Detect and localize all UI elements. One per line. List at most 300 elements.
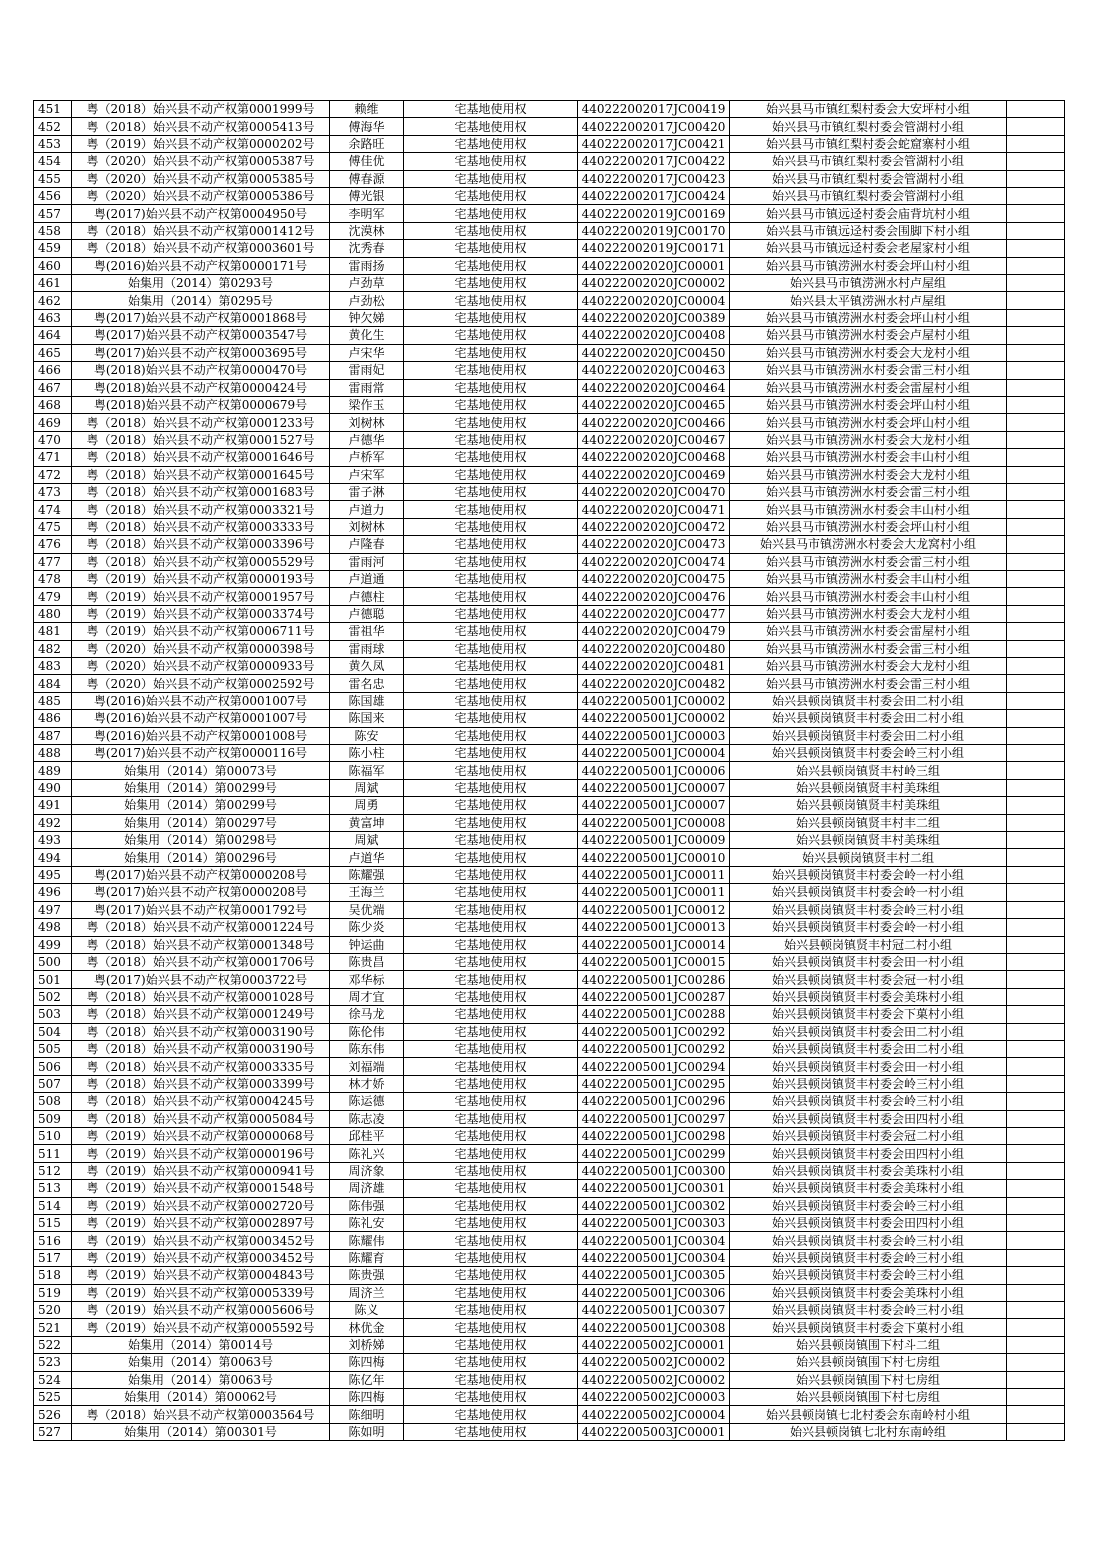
remark-cell bbox=[1007, 901, 1065, 918]
row-number-cell: 509 bbox=[34, 1110, 72, 1127]
right-type-cell: 宅基地使用权 bbox=[404, 362, 578, 379]
certificate-number-cell: 粤（2018）始兴县不动产权第0001999号 bbox=[72, 101, 330, 118]
owner-name-cell: 卢德柱 bbox=[330, 588, 404, 605]
owner-name-cell: 钟运曲 bbox=[330, 936, 404, 953]
location-cell: 始兴县马市镇涝洲水村委会大龙村小组 bbox=[730, 658, 1007, 675]
location-cell: 始兴县马市镇涝洲水村委会坪山村小组 bbox=[730, 396, 1007, 413]
certificate-number-cell: 粤（2018）始兴县不动产权第0001028号 bbox=[72, 988, 330, 1005]
unit-code-cell: 440222002020JC00002 bbox=[578, 275, 730, 292]
location-cell: 始兴县顿岗镇七北村委会东南岭村小组 bbox=[730, 1406, 1007, 1423]
table-row bbox=[34, 570, 1065, 587]
row-number-cell: 463 bbox=[34, 309, 72, 326]
row-number-cell: 469 bbox=[34, 414, 72, 431]
certificate-number-cell: 粤（2019）始兴县不动产权第0006711号 bbox=[72, 623, 330, 640]
location-cell: 始兴县顿岗镇贤丰村委会岭三村小组 bbox=[730, 1232, 1007, 1249]
table-row bbox=[34, 605, 1065, 622]
owner-name-cell: 吴优端 bbox=[330, 901, 404, 918]
owner-name-cell: 傅佳优 bbox=[330, 153, 404, 170]
right-type-cell: 宅基地使用权 bbox=[404, 1354, 578, 1371]
table-row bbox=[34, 309, 1065, 326]
certificate-number-cell: 粤（2018）始兴县不动产权第0001683号 bbox=[72, 483, 330, 500]
owner-name-cell: 周济象 bbox=[330, 1162, 404, 1179]
right-type-cell: 宅基地使用权 bbox=[404, 1232, 578, 1249]
location-cell: 始兴县顿岗镇贤丰村委会田一村小组 bbox=[730, 1058, 1007, 1075]
remark-cell bbox=[1007, 1302, 1065, 1319]
table-row bbox=[34, 814, 1065, 831]
remark-cell bbox=[1007, 884, 1065, 901]
certificate-number-cell: 粤（2019）始兴县不动产权第0000068号 bbox=[72, 1127, 330, 1144]
row-number-cell: 456 bbox=[34, 188, 72, 205]
unit-code-cell: 440222005001JC00292 bbox=[578, 1040, 730, 1057]
table-row bbox=[34, 1093, 1065, 1110]
owner-name-cell: 雷祖华 bbox=[330, 623, 404, 640]
table-row bbox=[34, 396, 1065, 413]
certificate-number-cell: 粤（2018）始兴县不动产权第0003190号 bbox=[72, 1023, 330, 1040]
owner-name-cell: 雷雨河 bbox=[330, 553, 404, 570]
certificate-number-cell: 粤(2016)始兴县不动产权第0001007号 bbox=[72, 710, 330, 727]
unit-code-cell: 440222005001JC00004 bbox=[578, 745, 730, 762]
table-row bbox=[34, 1406, 1065, 1423]
right-type-cell: 宅基地使用权 bbox=[404, 396, 578, 413]
table-row bbox=[34, 135, 1065, 152]
owner-name-cell: 陈四梅 bbox=[330, 1389, 404, 1406]
certificate-number-cell: 粤（2019）始兴县不动产权第0005339号 bbox=[72, 1284, 330, 1301]
row-number-cell: 523 bbox=[34, 1354, 72, 1371]
unit-code-cell: 440222005001JC00304 bbox=[578, 1249, 730, 1266]
certificate-number-cell: 粤（2018）始兴县不动产权第0003335号 bbox=[72, 1058, 330, 1075]
location-cell: 始兴县马市镇涝洲水村委会丰山村小组 bbox=[730, 588, 1007, 605]
unit-code-cell: 440222002017JC00424 bbox=[578, 188, 730, 205]
remark-cell bbox=[1007, 727, 1065, 744]
table-row bbox=[34, 832, 1065, 849]
table-row bbox=[34, 153, 1065, 170]
row-number-cell: 474 bbox=[34, 501, 72, 518]
unit-code-cell: 440222005001JC00011 bbox=[578, 884, 730, 901]
row-number-cell: 517 bbox=[34, 1249, 72, 1266]
unit-code-cell: 440222002020JC00450 bbox=[578, 344, 730, 361]
row-number-cell: 501 bbox=[34, 971, 72, 988]
certificate-number-cell: 粤（2019）始兴县不动产权第0001957号 bbox=[72, 588, 330, 605]
location-cell: 始兴县马市镇涝洲水村委会坪山村小组 bbox=[730, 414, 1007, 431]
row-number-cell: 510 bbox=[34, 1127, 72, 1144]
remark-cell bbox=[1007, 745, 1065, 762]
table-row bbox=[34, 901, 1065, 918]
row-number-cell: 526 bbox=[34, 1406, 72, 1423]
certificate-number-cell: 粤（2020）始兴县不动产权第0005387号 bbox=[72, 153, 330, 170]
location-cell: 始兴县顿岗镇贤丰村委会田四村小组 bbox=[730, 1145, 1007, 1162]
certificate-number-cell: 始集用（2014）第0293号 bbox=[72, 275, 330, 292]
location-cell: 始兴县马市镇涝洲水村委会丰山村小组 bbox=[730, 570, 1007, 587]
remark-cell bbox=[1007, 170, 1065, 187]
row-number-cell: 458 bbox=[34, 222, 72, 239]
unit-code-cell: 440222005002JC00002 bbox=[578, 1354, 730, 1371]
right-type-cell: 宅基地使用权 bbox=[404, 101, 578, 118]
right-type-cell: 宅基地使用权 bbox=[404, 953, 578, 970]
remark-cell bbox=[1007, 710, 1065, 727]
table-row bbox=[34, 797, 1065, 814]
right-type-cell: 宅基地使用权 bbox=[404, 327, 578, 344]
owner-name-cell: 陈东伟 bbox=[330, 1040, 404, 1057]
unit-code-cell: 440222002020JC00475 bbox=[578, 570, 730, 587]
unit-code-cell: 440222005001JC00287 bbox=[578, 988, 730, 1005]
table-row bbox=[34, 745, 1065, 762]
certificate-number-cell: 粤（2018）始兴县不动产权第0001233号 bbox=[72, 414, 330, 431]
certificate-number-cell: 粤（2018）始兴县不动产权第0001646号 bbox=[72, 449, 330, 466]
location-cell: 始兴县马市镇涝洲水村委会大龙村小组 bbox=[730, 605, 1007, 622]
homestead-right-table bbox=[33, 100, 1065, 1441]
table-row bbox=[34, 588, 1065, 605]
certificate-number-cell: 粤（2019）始兴县不动产权第0000941号 bbox=[72, 1162, 330, 1179]
unit-code-cell: 440222005001JC00009 bbox=[578, 832, 730, 849]
certificate-number-cell: 始集用（2014）第00299号 bbox=[72, 797, 330, 814]
owner-name-cell: 赖维 bbox=[330, 101, 404, 118]
table-row bbox=[34, 170, 1065, 187]
remark-cell bbox=[1007, 832, 1065, 849]
location-cell: 始兴县马市镇涝洲水村委会大龙村小组 bbox=[730, 344, 1007, 361]
certificate-number-cell: 粤(2017)始兴县不动产权第0003722号 bbox=[72, 971, 330, 988]
right-type-cell: 宅基地使用权 bbox=[404, 779, 578, 796]
location-cell: 始兴县顿岗镇贤丰村委会岭一村小组 bbox=[730, 919, 1007, 936]
remark-cell bbox=[1007, 1284, 1065, 1301]
owner-name-cell: 陈福军 bbox=[330, 762, 404, 779]
row-number-cell: 488 bbox=[34, 745, 72, 762]
right-type-cell: 宅基地使用权 bbox=[404, 1006, 578, 1023]
location-cell: 始兴县马市镇远迳村委会老屋家村小组 bbox=[730, 240, 1007, 257]
table-row bbox=[34, 1127, 1065, 1144]
remark-cell bbox=[1007, 344, 1065, 361]
unit-code-cell: 440222005001JC00011 bbox=[578, 866, 730, 883]
row-number-cell: 516 bbox=[34, 1232, 72, 1249]
right-type-cell: 宅基地使用权 bbox=[404, 118, 578, 135]
unit-code-cell: 440222005001JC00296 bbox=[578, 1093, 730, 1110]
remark-cell bbox=[1007, 536, 1065, 553]
table-row bbox=[34, 779, 1065, 796]
owner-name-cell: 雷雨球 bbox=[330, 640, 404, 657]
remark-cell bbox=[1007, 1145, 1065, 1162]
location-cell: 始兴县顿岗镇贤丰村委会田二村小组 bbox=[730, 692, 1007, 709]
right-type-cell: 宅基地使用权 bbox=[404, 553, 578, 570]
row-number-cell: 462 bbox=[34, 292, 72, 309]
unit-code-cell: 440222005001JC00297 bbox=[578, 1110, 730, 1127]
owner-name-cell: 刘福端 bbox=[330, 1058, 404, 1075]
right-type-cell: 宅基地使用权 bbox=[404, 675, 578, 692]
remark-cell bbox=[1007, 623, 1065, 640]
remark-cell bbox=[1007, 692, 1065, 709]
row-number-cell: 494 bbox=[34, 849, 72, 866]
unit-code-cell: 440222005002JC00002 bbox=[578, 1371, 730, 1388]
right-type-cell: 宅基地使用权 bbox=[404, 1267, 578, 1284]
right-type-cell: 宅基地使用权 bbox=[404, 275, 578, 292]
row-number-cell: 480 bbox=[34, 605, 72, 622]
owner-name-cell: 傅春源 bbox=[330, 170, 404, 187]
table-row bbox=[34, 658, 1065, 675]
certificate-number-cell: 粤（2018）始兴县不动产权第0001645号 bbox=[72, 466, 330, 483]
remark-cell bbox=[1007, 362, 1065, 379]
table-row bbox=[34, 118, 1065, 135]
owner-name-cell: 陈贵昌 bbox=[330, 953, 404, 970]
row-number-cell: 519 bbox=[34, 1284, 72, 1301]
table-row bbox=[34, 483, 1065, 500]
right-type-cell: 宅基地使用权 bbox=[404, 1145, 578, 1162]
certificate-number-cell: 粤（2018）始兴县不动产权第0003564号 bbox=[72, 1406, 330, 1423]
remark-cell bbox=[1007, 866, 1065, 883]
certificate-number-cell: 粤（2018）始兴县不动产权第0005529号 bbox=[72, 553, 330, 570]
row-number-cell: 460 bbox=[34, 257, 72, 274]
table-row bbox=[34, 1319, 1065, 1336]
certificate-number-cell: 粤（2018）始兴县不动产权第0001412号 bbox=[72, 222, 330, 239]
location-cell: 始兴县马市镇红梨村委会管湖村小组 bbox=[730, 153, 1007, 170]
unit-code-cell: 440222005001JC00012 bbox=[578, 901, 730, 918]
right-type-cell: 宅基地使用权 bbox=[404, 1302, 578, 1319]
row-number-cell: 504 bbox=[34, 1023, 72, 1040]
location-cell: 始兴县马市镇远迳村委会围脚下村小组 bbox=[730, 222, 1007, 239]
location-cell: 始兴县顿岗镇贤丰村委会冠二村小组 bbox=[730, 1127, 1007, 1144]
owner-name-cell: 陈四梅 bbox=[330, 1354, 404, 1371]
certificate-number-cell: 始集用（2014）第00301号 bbox=[72, 1423, 330, 1440]
certificate-number-cell: 粤（2018）始兴县不动产权第0003321号 bbox=[72, 501, 330, 518]
remark-cell bbox=[1007, 1319, 1065, 1336]
location-cell: 始兴县马市镇红梨村委会大安坪村小组 bbox=[730, 101, 1007, 118]
location-cell: 始兴县顿岗镇贤丰村委会岭三村小组 bbox=[730, 1267, 1007, 1284]
owner-name-cell: 李明军 bbox=[330, 205, 404, 222]
right-type-cell: 宅基地使用权 bbox=[404, 1110, 578, 1127]
remark-cell bbox=[1007, 518, 1065, 535]
location-cell: 始兴县顿岗镇贤丰村委会田二村小组 bbox=[730, 1023, 1007, 1040]
unit-code-cell: 440222005001JC00002 bbox=[578, 710, 730, 727]
certificate-number-cell: 粤（2018）始兴县不动产权第0001224号 bbox=[72, 919, 330, 936]
location-cell: 始兴县马市镇涝洲水村委会雷屋村小组 bbox=[730, 623, 1007, 640]
owner-name-cell: 陈小柱 bbox=[330, 745, 404, 762]
table-row bbox=[34, 240, 1065, 257]
certificate-number-cell: 粤（2020）始兴县不动产权第0005385号 bbox=[72, 170, 330, 187]
owner-name-cell: 陈耀强 bbox=[330, 866, 404, 883]
location-cell: 始兴县马市镇红梨村委会蛇窟寨村小组 bbox=[730, 135, 1007, 152]
certificate-number-cell: 粤(2017)始兴县不动产权第0003695号 bbox=[72, 344, 330, 361]
right-type-cell: 宅基地使用权 bbox=[404, 379, 578, 396]
location-cell: 始兴县顿岗镇贤丰村二组 bbox=[730, 849, 1007, 866]
unit-code-cell: 440222002020JC00470 bbox=[578, 483, 730, 500]
owner-name-cell: 卢桥军 bbox=[330, 449, 404, 466]
location-cell: 始兴县顿岗镇贤丰村美珠组 bbox=[730, 797, 1007, 814]
unit-code-cell: 440222002020JC00001 bbox=[578, 257, 730, 274]
owner-name-cell: 陈细明 bbox=[330, 1406, 404, 1423]
row-number-cell: 505 bbox=[34, 1040, 72, 1057]
right-type-cell: 宅基地使用权 bbox=[404, 536, 578, 553]
remark-cell bbox=[1007, 1127, 1065, 1144]
right-type-cell: 宅基地使用权 bbox=[404, 936, 578, 953]
right-type-cell: 宅基地使用权 bbox=[404, 1197, 578, 1214]
certificate-number-cell: 粤（2020）始兴县不动产权第0005386号 bbox=[72, 188, 330, 205]
owner-name-cell: 周济雄 bbox=[330, 1180, 404, 1197]
right-type-cell: 宅基地使用权 bbox=[404, 1023, 578, 1040]
location-cell: 始兴县马市镇涝洲水村卢屋组 bbox=[730, 275, 1007, 292]
row-number-cell: 508 bbox=[34, 1093, 72, 1110]
owner-name-cell: 周济兰 bbox=[330, 1284, 404, 1301]
table-row bbox=[34, 1145, 1065, 1162]
right-type-cell: 宅基地使用权 bbox=[404, 518, 578, 535]
owner-name-cell: 陈义 bbox=[330, 1302, 404, 1319]
location-cell: 始兴县顿岗镇贤丰村委会田二村小组 bbox=[730, 1040, 1007, 1057]
location-cell: 始兴县马市镇涝洲水村委会雷三村小组 bbox=[730, 483, 1007, 500]
table-row bbox=[34, 1423, 1065, 1440]
owner-name-cell: 卢劲松 bbox=[330, 292, 404, 309]
certificate-number-cell: 粤(2016)始兴县不动产权第0000171号 bbox=[72, 257, 330, 274]
remark-cell bbox=[1007, 1110, 1065, 1127]
location-cell: 始兴县顿岗镇贤丰村委会岭三村小组 bbox=[730, 1197, 1007, 1214]
table-row bbox=[34, 988, 1065, 1005]
table-row bbox=[34, 257, 1065, 274]
remark-cell bbox=[1007, 1232, 1065, 1249]
certificate-number-cell: 粤（2019）始兴县不动产权第0003452号 bbox=[72, 1249, 330, 1266]
row-number-cell: 507 bbox=[34, 1075, 72, 1092]
right-type-cell: 宅基地使用权 bbox=[404, 257, 578, 274]
unit-code-cell: 440222005001JC00301 bbox=[578, 1180, 730, 1197]
table-row bbox=[34, 727, 1065, 744]
right-type-cell: 宅基地使用权 bbox=[404, 1249, 578, 1266]
row-number-cell: 503 bbox=[34, 1006, 72, 1023]
remark-cell bbox=[1007, 275, 1065, 292]
owner-name-cell: 周斌 bbox=[330, 832, 404, 849]
table-row bbox=[34, 1389, 1065, 1406]
owner-name-cell: 林才娇 bbox=[330, 1075, 404, 1092]
row-number-cell: 473 bbox=[34, 483, 72, 500]
row-number-cell: 506 bbox=[34, 1058, 72, 1075]
table-row bbox=[34, 849, 1065, 866]
location-cell: 始兴县马市镇红梨村委会管湖村小组 bbox=[730, 188, 1007, 205]
table-row bbox=[34, 919, 1065, 936]
unit-code-cell: 440222005002JC00004 bbox=[578, 1406, 730, 1423]
unit-code-cell: 440222005001JC00010 bbox=[578, 849, 730, 866]
owner-name-cell: 陈伟强 bbox=[330, 1197, 404, 1214]
certificate-number-cell: 始集用（2014）第00299号 bbox=[72, 779, 330, 796]
unit-code-cell: 440222005003JC00001 bbox=[578, 1423, 730, 1440]
row-number-cell: 477 bbox=[34, 553, 72, 570]
owner-name-cell: 黄久凤 bbox=[330, 658, 404, 675]
unit-code-cell: 440222005001JC00302 bbox=[578, 1197, 730, 1214]
owner-name-cell: 陈耀育 bbox=[330, 1249, 404, 1266]
owner-name-cell: 雷子淋 bbox=[330, 483, 404, 500]
owner-name-cell: 傅海华 bbox=[330, 118, 404, 135]
right-type-cell: 宅基地使用权 bbox=[404, 483, 578, 500]
row-number-cell: 454 bbox=[34, 153, 72, 170]
right-type-cell: 宅基地使用权 bbox=[404, 814, 578, 831]
table-row bbox=[34, 675, 1065, 692]
owner-name-cell: 陈耀伟 bbox=[330, 1232, 404, 1249]
owner-name-cell: 卢劲草 bbox=[330, 275, 404, 292]
location-cell: 始兴县马市镇涝洲水村委会雷三村小组 bbox=[730, 675, 1007, 692]
unit-code-cell: 440222002020JC00466 bbox=[578, 414, 730, 431]
location-cell: 始兴县顿岗镇贤丰村委会岭三村小组 bbox=[730, 745, 1007, 762]
owner-name-cell: 陈运德 bbox=[330, 1093, 404, 1110]
certificate-number-cell: 粤（2018）始兴县不动产权第0001527号 bbox=[72, 431, 330, 448]
table-row bbox=[34, 953, 1065, 970]
right-type-cell: 宅基地使用权 bbox=[404, 866, 578, 883]
table-row bbox=[34, 692, 1065, 709]
row-number-cell: 475 bbox=[34, 518, 72, 535]
certificate-number-cell: 始集用（2014）第00073号 bbox=[72, 762, 330, 779]
remark-cell bbox=[1007, 396, 1065, 413]
remark-cell bbox=[1007, 1267, 1065, 1284]
owner-name-cell: 黄富坤 bbox=[330, 814, 404, 831]
remark-cell bbox=[1007, 327, 1065, 344]
row-number-cell: 524 bbox=[34, 1371, 72, 1388]
remark-cell bbox=[1007, 797, 1065, 814]
row-number-cell: 514 bbox=[34, 1197, 72, 1214]
certificate-number-cell: 粤(2017)始兴县不动产权第0001792号 bbox=[72, 901, 330, 918]
row-number-cell: 513 bbox=[34, 1180, 72, 1197]
remark-cell bbox=[1007, 379, 1065, 396]
row-number-cell: 515 bbox=[34, 1215, 72, 1232]
right-type-cell: 宅基地使用权 bbox=[404, 501, 578, 518]
certificate-number-cell: 粤(2017)始兴县不动产权第0000116号 bbox=[72, 745, 330, 762]
remark-cell bbox=[1007, 466, 1065, 483]
table-row bbox=[34, 553, 1065, 570]
owner-name-cell: 陈如明 bbox=[330, 1423, 404, 1440]
location-cell: 始兴县马市镇涝洲水村委会丰山村小组 bbox=[730, 449, 1007, 466]
right-type-cell: 宅基地使用权 bbox=[404, 745, 578, 762]
owner-name-cell: 雷名忠 bbox=[330, 675, 404, 692]
certificate-number-cell: 粤(2017)始兴县不动产权第0000208号 bbox=[72, 884, 330, 901]
unit-code-cell: 440222002020JC00468 bbox=[578, 449, 730, 466]
location-cell: 始兴县顿岗镇七北村东南岭组 bbox=[730, 1423, 1007, 1440]
table-row bbox=[34, 710, 1065, 727]
location-cell: 始兴县顿岗镇贤丰村委会美珠村小组 bbox=[730, 1162, 1007, 1179]
certificate-number-cell: 粤（2018）始兴县不动产权第0005084号 bbox=[72, 1110, 330, 1127]
unit-code-cell: 440222002017JC00420 bbox=[578, 118, 730, 135]
remark-cell bbox=[1007, 205, 1065, 222]
right-type-cell: 宅基地使用权 bbox=[404, 988, 578, 1005]
row-number-cell: 498 bbox=[34, 919, 72, 936]
unit-code-cell: 440222002020JC00479 bbox=[578, 623, 730, 640]
certificate-number-cell: 粤（2020）始兴县不动产权第0000933号 bbox=[72, 658, 330, 675]
table-row bbox=[34, 431, 1065, 448]
remark-cell bbox=[1007, 483, 1065, 500]
unit-code-cell: 440222005001JC00014 bbox=[578, 936, 730, 953]
location-cell: 始兴县马市镇红梨村委会管湖村小组 bbox=[730, 118, 1007, 135]
right-type-cell: 宅基地使用权 bbox=[404, 884, 578, 901]
remark-cell bbox=[1007, 1040, 1065, 1057]
table-row bbox=[34, 501, 1065, 518]
remark-cell bbox=[1007, 257, 1065, 274]
owner-name-cell: 卢道力 bbox=[330, 501, 404, 518]
certificate-number-cell: 始集用（2014）第0063号 bbox=[72, 1371, 330, 1388]
remark-cell bbox=[1007, 588, 1065, 605]
row-number-cell: 472 bbox=[34, 466, 72, 483]
right-type-cell: 宅基地使用权 bbox=[404, 1423, 578, 1440]
location-cell: 始兴县顿岗镇贤丰村美珠组 bbox=[730, 832, 1007, 849]
row-number-cell: 527 bbox=[34, 1423, 72, 1440]
remark-cell bbox=[1007, 971, 1065, 988]
right-type-cell: 宅基地使用权 bbox=[404, 605, 578, 622]
owner-name-cell: 沈秀春 bbox=[330, 240, 404, 257]
unit-code-cell: 440222005001JC00295 bbox=[578, 1075, 730, 1092]
unit-code-cell: 440222002020JC00471 bbox=[578, 501, 730, 518]
row-number-cell: 483 bbox=[34, 658, 72, 675]
row-number-cell: 452 bbox=[34, 118, 72, 135]
row-number-cell: 522 bbox=[34, 1336, 72, 1353]
table-row bbox=[34, 884, 1065, 901]
unit-code-cell: 440222002020JC00480 bbox=[578, 640, 730, 657]
right-type-cell: 宅基地使用权 bbox=[404, 623, 578, 640]
location-cell: 始兴县顿岗镇贤丰村岭三组 bbox=[730, 762, 1007, 779]
table-row bbox=[34, 327, 1065, 344]
right-type-cell: 宅基地使用权 bbox=[404, 1284, 578, 1301]
owner-name-cell: 陈志凌 bbox=[330, 1110, 404, 1127]
owner-name-cell: 钟欠娣 bbox=[330, 309, 404, 326]
owner-name-cell: 雷雨扬 bbox=[330, 257, 404, 274]
certificate-number-cell: 粤（2019）始兴县不动产权第0003452号 bbox=[72, 1232, 330, 1249]
location-cell: 始兴县顿岗镇贤丰村丰二组 bbox=[730, 814, 1007, 831]
